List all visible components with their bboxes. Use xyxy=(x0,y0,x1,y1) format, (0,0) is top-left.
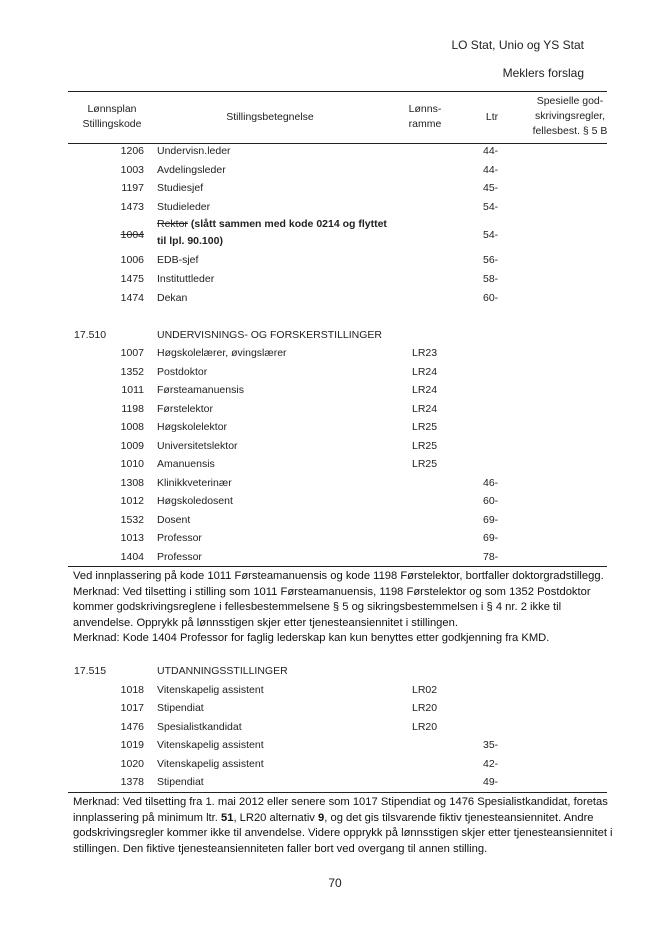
row-ramme: LR25 xyxy=(412,458,438,470)
table-row xyxy=(0,164,670,182)
row-ramme: LR25 xyxy=(412,421,438,433)
table-header-rule xyxy=(68,143,607,144)
table-row xyxy=(0,366,670,384)
header-lonnsramme-line1: Lønns- xyxy=(408,103,442,115)
row-ramme: LR24 xyxy=(412,384,438,396)
section-heading-17515 xyxy=(0,665,670,683)
row-ltr: 60- xyxy=(483,292,499,304)
rektor-struck-title: Rektor xyxy=(157,218,188,230)
row-title: Postdoktor xyxy=(157,366,208,378)
header-org: LO Stat, Unio og YS Stat xyxy=(451,38,584,52)
table-row xyxy=(0,254,670,272)
row-code: 1474 xyxy=(120,292,144,304)
header-lonnsramme xyxy=(395,102,455,132)
table-row xyxy=(0,739,670,757)
row-code: 1007 xyxy=(120,347,144,359)
note-17515-alt-value: 9 xyxy=(318,811,325,824)
row-code: 1404 xyxy=(120,551,144,563)
row-ltr: 44- xyxy=(483,145,499,157)
row-ltr: 78- xyxy=(483,551,499,563)
row-ramme: LR25 xyxy=(412,440,438,452)
row-title: Studieleder xyxy=(157,201,211,213)
row-code: 1019 xyxy=(120,739,144,751)
row-code: 1006 xyxy=(120,254,144,266)
note-17515 xyxy=(73,795,618,857)
section-end-rule xyxy=(68,792,607,793)
row-code: 1017 xyxy=(120,702,144,714)
row-ltr: 69- xyxy=(483,514,499,526)
row-ltr: 60- xyxy=(483,495,499,507)
row-ramme: LR02 xyxy=(412,684,438,696)
table-row xyxy=(0,684,670,702)
table-row xyxy=(0,702,670,720)
row-code: 1012 xyxy=(120,495,144,507)
page-number: 70 xyxy=(328,876,342,890)
row-code: 1352 xyxy=(120,366,144,378)
row-title: Dosent xyxy=(157,514,191,526)
row-title: Stipendiat xyxy=(157,776,204,788)
row-code: 1018 xyxy=(120,684,144,696)
row-title: Vitenskapelig assistent xyxy=(157,684,264,696)
section-code: 17.510 xyxy=(74,329,107,341)
header-spesielle xyxy=(520,94,620,139)
note-17515-part-c: , LR20 alternativ xyxy=(233,811,319,824)
table-row xyxy=(0,145,670,163)
row-title: Spesialistkandidat xyxy=(157,721,242,733)
table-row xyxy=(0,721,670,739)
note-17515-part-d: , og det gis tilsvarende fiktiv tjenesteansiennitet. Andre godskrivingsregler kommer ikke til anvendelse. Videre opprykk på lønnsstigen skjer etter tjenesteansiennitet i stillingen. Den fiktive tjenesteansienniteten faller bort ved overgang til annen stilling. xyxy=(73,811,613,855)
header-spesielle-line3: fellesbest. § 5 B xyxy=(532,125,608,137)
row-ltr: 58- xyxy=(483,273,499,285)
row-title: Universitetslektor xyxy=(157,440,238,452)
row-title: Instituttleder xyxy=(157,273,215,285)
row-code-struck: 1004 xyxy=(120,229,144,241)
row-title: Førstelektor xyxy=(157,403,214,415)
row-title: Studiesjef xyxy=(157,182,204,194)
row-title: Førsteamanuensis xyxy=(157,384,244,396)
table-row xyxy=(0,532,670,550)
row-ltr: 46- xyxy=(483,477,499,489)
row-code: 1198 xyxy=(121,403,144,415)
header-spesielle-line1: Spesielle god- xyxy=(536,95,604,107)
row-ltr: 44- xyxy=(483,164,499,176)
row-title: Høgskolelærer, øvingslærer xyxy=(157,347,287,359)
row-ltr: 35- xyxy=(483,739,499,751)
row-title: Stipendiat xyxy=(157,702,204,714)
row-ramme: LR20 xyxy=(412,721,438,733)
table-row xyxy=(0,477,670,495)
row-code: 1308 xyxy=(120,477,144,489)
rektor-note-line1: (slått sammen med kode 0214 og flyttet xyxy=(190,218,387,230)
row-code: 1020 xyxy=(120,758,144,770)
table-row xyxy=(0,384,670,402)
row-ramme: LR20 xyxy=(412,702,438,714)
header-stillingsbetegnelse: Stillingsbetegnelse xyxy=(226,111,314,123)
note-17515-ltr-value: 51 xyxy=(220,811,234,824)
section-title: UNDERVISNINGS- OG FORSKERSTILLINGER xyxy=(157,329,383,341)
table-row xyxy=(0,458,670,476)
note2-17510: Merknad: Kode 1404 Professor for faglig lederskap kan kun benyttes etter godkjenning fra KMD. xyxy=(73,632,550,644)
row-code: 1003 xyxy=(120,164,144,176)
row-code: 1009 xyxy=(120,440,144,452)
row-code: 1011 xyxy=(121,384,144,396)
table-row xyxy=(0,758,670,776)
row-ltr: 42- xyxy=(483,758,499,770)
row-code: 1013 xyxy=(120,532,144,544)
header-ltr: Ltr xyxy=(485,111,499,123)
header-spesielle-line2: skrivingsregler, xyxy=(534,110,606,122)
row-title: Professor xyxy=(157,532,202,544)
row-code: 1206 xyxy=(120,145,144,157)
row-title: Dekan xyxy=(157,292,188,304)
rektor-note-line2: til lpl. 90.100) xyxy=(157,235,223,247)
row-title: Høgskoledosent xyxy=(157,495,233,507)
section-heading-17510 xyxy=(0,329,670,347)
table-row-rektor xyxy=(0,218,670,254)
row-title: Avdelingsleder xyxy=(157,164,226,176)
table-row xyxy=(0,495,670,513)
section-end-rule xyxy=(68,566,607,567)
row-ltr: 69- xyxy=(483,532,499,544)
table-row xyxy=(0,403,670,421)
row-title: Klinikkveterinær xyxy=(157,477,232,489)
table-row xyxy=(0,347,670,365)
row-ramme: LR24 xyxy=(412,366,438,378)
row-code: 1378 xyxy=(120,776,144,788)
table-row xyxy=(0,421,670,439)
row-title: Professor xyxy=(157,551,202,563)
table-row xyxy=(0,514,670,532)
row-ltr: 54- xyxy=(483,229,499,241)
row-code: 1008 xyxy=(120,421,144,433)
row-title: Vitenskapelig assistent xyxy=(157,739,264,751)
row-ramme: LR23 xyxy=(412,347,438,359)
row-title: EDB-sjef xyxy=(157,254,199,266)
row-code: 1475 xyxy=(120,273,144,285)
table-top-rule xyxy=(68,91,607,92)
header-lonnsplan-line2: Stillingskode xyxy=(82,118,142,130)
header-lonnsramme-line2: ramme xyxy=(408,118,442,130)
table-row xyxy=(0,440,670,458)
row-ramme: LR24 xyxy=(412,403,438,415)
row-code: 1532 xyxy=(120,514,144,526)
row-title: Amanuensis xyxy=(157,458,215,470)
section-code: 17.515 xyxy=(74,665,107,677)
row-code: 1010 xyxy=(120,458,144,470)
row-title: Høgskolelektor xyxy=(157,421,228,433)
row-code: 1473 xyxy=(120,201,144,213)
header-subtitle: Meklers forslag xyxy=(502,66,584,80)
note-17515-part-a: Merknad: Ved tilsetting fra 1. mai 2012 eller senere som 1017 Stipendiat og 1476 Spesialistkandidat, foretas innplassering på minimum ltr. xyxy=(73,796,608,824)
row-ltr: 45- xyxy=(483,182,499,194)
table-row xyxy=(0,292,670,310)
row-title: Undervisn.leder xyxy=(157,145,231,157)
header-lonnsplan-line1: Lønnsplan xyxy=(87,103,137,115)
table-row xyxy=(0,201,670,219)
note-17510: Ved innplassering på kode 1011 Førsteamanuensis og kode 1198 Førstelektor, bortfaller doktorgradstillegg. Merknad: Ved tilsetting i stilling som 1011 Førsteamanuensis, 1198 Førstelektor og som 1352 Postdoktor kommer godskrivingsreglene i fellesbestemmelsene § 5 og sikringsbestemmelsen i § 4 nr. 2 ikke til anvendelse. Opprykk på lønnsstigen skjer etter tjenesteansiennitet i stillingen. xyxy=(73,570,604,629)
row-title: Vitenskapelig assistent xyxy=(157,758,264,770)
row-ltr: 56- xyxy=(483,254,499,266)
row-title-rektor xyxy=(157,218,387,230)
table-row xyxy=(0,182,670,200)
section-title: UTDANNINGSSTILLINGER xyxy=(157,665,288,677)
row-code: 1476 xyxy=(120,721,144,733)
header-lonnsplan xyxy=(68,102,156,132)
table-row xyxy=(0,273,670,291)
row-ltr: 54- xyxy=(483,201,499,213)
row-code: 1197 xyxy=(121,182,144,194)
row-ltr: 49- xyxy=(483,776,499,788)
